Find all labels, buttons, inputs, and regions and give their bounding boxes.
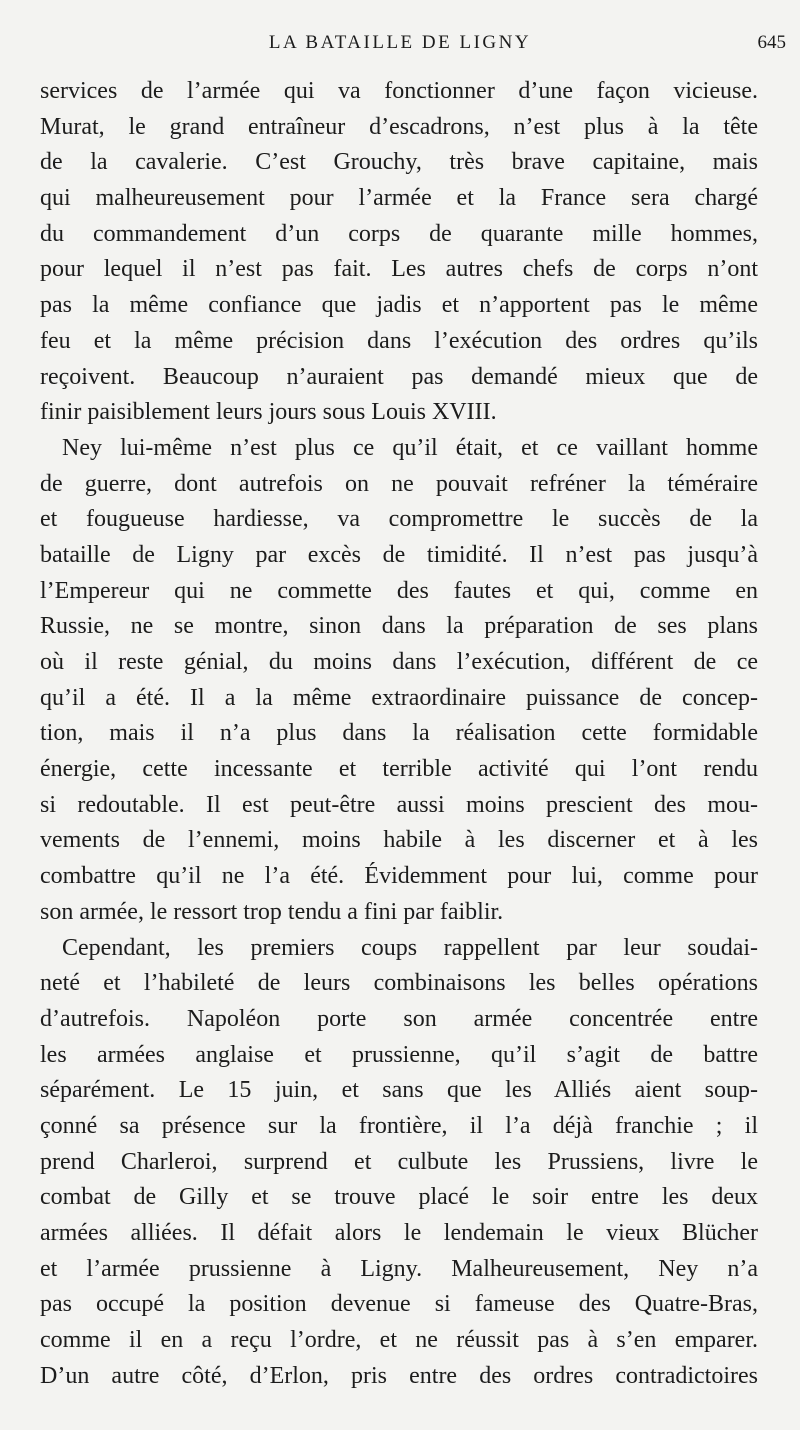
text-line: combat de Gilly et se trouve placé le soir entre les deux [40, 1184, 758, 1211]
paragraph [40, 74, 758, 431]
text-line: les armées anglaise et prussienne, qu’il s’agit de battre [40, 1041, 758, 1068]
text-line: son armée, le ressort trop tendu a fini par faiblir. [40, 898, 504, 925]
text-line: reçoivent. Beaucoup n’auraient pas demandé mieux que de [40, 363, 758, 390]
text-line: Ney lui-même n’est plus ce qu’il était, et ce vaillant homme [62, 434, 758, 461]
text-line: armées alliées. Il défait alors le lendemain le vieux Blücher [40, 1220, 758, 1246]
page-header [0, 30, 800, 60]
text-line: qu’il a été. Il a la même extraordinaire puissance de concep- [40, 684, 758, 711]
text-line: pour lequel il n’est pas fait. Les autres chefs de corps n’ont [40, 256, 758, 283]
text-line: d’autrefois. Napoléon porte son armée concentrée entre [40, 1005, 758, 1032]
text-line: feu et la même précision dans l’exécution des ordres qu’ils [40, 327, 758, 354]
text-line: l’Empereur qui ne commette des fautes et qui, comme en [40, 577, 758, 604]
text-line: comme il en a reçu l’ordre, et ne réussit pas à s’en emparer. [40, 1327, 758, 1354]
text-line: pas la même confiance que jadis et n’apportent pas le même [40, 292, 758, 319]
text-line: neté et l’habileté de leurs combinaisons les belles opérations [40, 970, 758, 997]
text-line: énergie, cette incessante et terrible activité qui l’ont rendu [40, 756, 758, 783]
text-line: de guerre, dont autrefois on ne pouvait refréner la téméraire [40, 470, 758, 497]
text-line: où il reste génial, du moins dans l’exécution, différent de ce [40, 649, 758, 675]
text-line: services de l’armée qui va fonctionner d’une façon vicieuse. [40, 78, 758, 104]
text-line: çonné sa présence sur la frontière, il l’a déjà franchie ; il [40, 1112, 758, 1139]
body-text [40, 74, 758, 1394]
text-line: de la cavalerie. C’est Grouchy, très brave capitaine, mais [40, 149, 758, 176]
page-number: 645 [757, 32, 786, 53]
text-line: et l’armée prussienne à Ligny. Malheureusement, Ney n’a [40, 1255, 758, 1282]
text-line: et fougueuse hardiesse, va compromettre le succès de la [40, 506, 758, 533]
text-line: du commandement d’un corps de quarante mille hommes, [40, 220, 758, 247]
text-line: Cependant, les premiers coups rappellent par leur soudai- [62, 934, 758, 961]
text-line: prend Charleroi, surprend et culbute les Prussiens, livre le [40, 1148, 758, 1175]
text-line: pas occupé la position devenue si fameuse des Quatre-Bras, [40, 1291, 758, 1318]
text-line: combattre qu’il ne l’a été. Évidemment pour lui, comme pour [40, 863, 758, 890]
text-line: séparément. Le 15 juin, et sans que les Alliés aient soup- [40, 1077, 758, 1104]
text-line: si redoutable. Il est peut-être aussi moins prescient des mou- [40, 791, 758, 818]
paragraph [40, 431, 758, 931]
paragraph [40, 931, 758, 1395]
text-line: bataille de Ligny par excès de timidité. Il n’est pas jusqu’à [40, 541, 758, 568]
text-line: tion, mais il n’a plus dans la réalisation cette formidable [40, 720, 758, 747]
text-line: vements de l’ennemi, moins habile à les discerner et à les [40, 827, 758, 854]
text-line: Russie, ne se montre, sinon dans la préparation de ses plans [40, 613, 758, 640]
running-title: LA BATAILLE DE LIGNY [268, 32, 532, 53]
text-line: D’un autre côté, d’Erlon, pris entre des ordres contradictoires [40, 1362, 758, 1389]
text-line: finir paisiblement leurs jours sous Louis XVIII. [40, 399, 497, 426]
text-line: Murat, le grand entraîneur d’escadrons, n’est plus à la tête [40, 113, 758, 140]
text-line: qui malheureusement pour l’armée et la France sera chargé [40, 185, 758, 212]
